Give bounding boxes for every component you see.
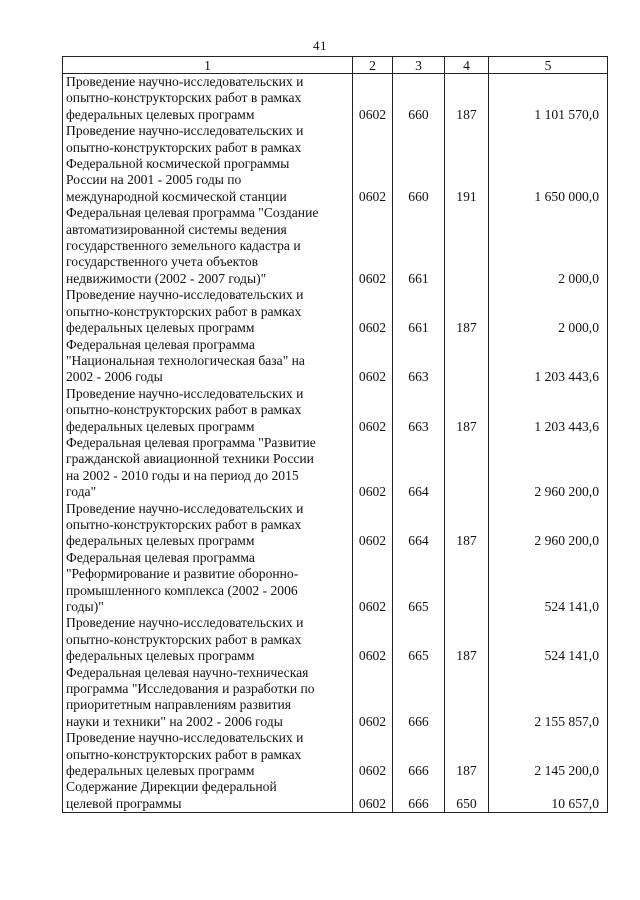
row-name-line: Федеральная целевая программа "Создание	[66, 205, 319, 221]
row-name-line: Федеральная целевая научно-техническая	[66, 664, 309, 680]
budget-table	[62, 56, 608, 813]
row-type-cell: 191	[445, 123, 489, 205]
row-amount-cell: 2 155 857,0	[489, 665, 608, 731]
row-name-line: государственного учета объектов	[66, 254, 259, 270]
row-target-cell: 666	[393, 730, 445, 779]
row-section-cell: 0602	[353, 435, 393, 501]
row-name-line: науки и техники" на 2002 - 2006 годы	[66, 713, 283, 729]
page-number: 41	[313, 38, 327, 53]
row-name-line: года"	[66, 484, 97, 500]
row-name-line: Проведение научно-исследовательских и	[66, 287, 304, 303]
row-name-cell	[63, 435, 353, 501]
row-name-line: опытно-конструкторских работ в рамках	[66, 402, 302, 418]
row-name-line: федеральных целевых программ	[66, 320, 255, 336]
row-amount-cell: 524 141,0	[489, 615, 608, 664]
table-row	[63, 123, 608, 205]
row-target-cell: 660	[393, 123, 445, 205]
row-amount-cell: 2 000,0	[489, 287, 608, 336]
row-amount-cell: 1 203 443,6	[489, 386, 608, 435]
row-name-line: Проведение научно-исследовательских и	[66, 730, 304, 746]
table-row	[63, 205, 608, 287]
table-row	[63, 730, 608, 779]
table-row	[63, 386, 608, 435]
table-row	[63, 74, 608, 124]
row-name-line: приоритетным направлениям развития	[66, 697, 291, 713]
column-header-3: 3	[393, 57, 445, 74]
table-row	[63, 287, 608, 336]
column-header-2: 2	[353, 57, 393, 74]
table-row	[63, 615, 608, 664]
row-name-line: международной космической станции	[66, 188, 287, 204]
row-name-line: федеральных целевых программ	[66, 533, 255, 549]
row-section-cell: 0602	[353, 615, 393, 664]
row-name-line: промышленного комплекса (2002 - 2006	[66, 582, 298, 598]
row-type-cell: 650	[445, 779, 489, 812]
column-header-1: 1	[63, 57, 353, 74]
table-row	[63, 665, 608, 731]
row-target-cell: 660	[393, 74, 445, 124]
row-amount-cell: 1 650 000,0	[489, 123, 608, 205]
row-name-cell	[63, 665, 353, 731]
row-type-cell	[445, 665, 489, 731]
row-name-line: Федеральная целевая программа	[66, 549, 255, 565]
row-target-cell: 661	[393, 205, 445, 287]
row-type-cell	[445, 205, 489, 287]
row-name-cell	[63, 337, 353, 386]
row-name-line: Проведение научно-исследовательских и	[66, 74, 304, 89]
row-section-cell: 0602	[353, 74, 393, 124]
table-row	[63, 550, 608, 616]
row-name-line: на 2002 - 2010 годы и на период до 2015	[66, 467, 299, 483]
row-type-cell	[445, 550, 489, 616]
row-section-cell: 0602	[353, 287, 393, 336]
row-name-cell	[63, 615, 353, 664]
row-name-line: "Национальная технологическая база" на	[66, 352, 305, 368]
row-name-cell	[63, 501, 353, 550]
row-section-cell: 0602	[353, 730, 393, 779]
row-target-cell: 665	[393, 615, 445, 664]
row-name-cell	[63, 287, 353, 336]
row-name-line: программа "Исследования и разработки по	[66, 681, 315, 697]
row-name-line: Проведение научно-исследовательских и	[66, 385, 304, 401]
table-row	[63, 779, 608, 812]
row-amount-cell: 2 145 200,0	[489, 730, 608, 779]
row-name-line: Федеральная целевая программа "Развитие	[66, 434, 316, 450]
row-name-line: федеральных целевых программ	[66, 763, 255, 779]
row-target-cell: 666	[393, 665, 445, 731]
row-section-cell: 0602	[353, 501, 393, 550]
row-name-line: федеральных целевых программ	[66, 648, 255, 664]
row-type-cell: 187	[445, 730, 489, 779]
row-name-line: недвижимости (2002 - 2007 годы)"	[66, 270, 267, 286]
table-row	[63, 435, 608, 501]
row-name-line: Проведение научно-исследовательских и	[66, 123, 304, 139]
row-name-line: опытно-конструкторских работ в рамках	[66, 631, 302, 647]
row-name-line: опытно-конструкторских работ в рамках	[66, 516, 302, 532]
row-amount-cell: 2 960 200,0	[489, 501, 608, 550]
row-section-cell: 0602	[353, 550, 393, 616]
row-amount-cell: 1 101 570,0	[489, 74, 608, 124]
row-type-cell: 187	[445, 501, 489, 550]
row-name-line: опытно-конструкторских работ в рамках	[66, 139, 302, 155]
row-name-line: федеральных целевых программ	[66, 418, 255, 434]
row-section-cell: 0602	[353, 205, 393, 287]
row-target-cell: 661	[393, 287, 445, 336]
row-type-cell: 187	[445, 74, 489, 124]
row-name-line: опытно-конструкторских работ в рамках	[66, 303, 302, 319]
row-name-line: государственного земельного кадастра и	[66, 238, 301, 254]
row-name-cell	[63, 123, 353, 205]
row-target-cell: 664	[393, 501, 445, 550]
row-amount-cell: 1 203 443,6	[489, 337, 608, 386]
row-type-cell: 187	[445, 287, 489, 336]
table-row	[63, 337, 608, 386]
row-name-line: Содержание Дирекции федеральной	[66, 779, 277, 795]
row-name-line: Проведение научно-исследовательских и	[66, 500, 304, 516]
column-header-4: 4	[445, 57, 489, 74]
row-amount-cell: 2 000,0	[489, 205, 608, 287]
row-name-line: автоматизированной системы ведения	[66, 221, 287, 237]
row-amount-cell: 2 960 200,0	[489, 435, 608, 501]
table-header-row	[63, 57, 608, 74]
row-type-cell: 187	[445, 386, 489, 435]
row-type-cell: 187	[445, 615, 489, 664]
row-section-cell: 0602	[353, 779, 393, 812]
row-section-cell: 0602	[353, 665, 393, 731]
row-name-cell	[63, 730, 353, 779]
row-name-line: Проведение научно-исследовательских и	[66, 615, 304, 631]
row-name-cell	[63, 74, 353, 124]
row-name-line: 2002 - 2006 годы	[66, 369, 163, 385]
row-amount-cell: 524 141,0	[489, 550, 608, 616]
row-type-cell	[445, 337, 489, 386]
row-name-line: России на 2001 - 2005 годы по	[66, 172, 242, 188]
row-section-cell: 0602	[353, 123, 393, 205]
row-section-cell: 0602	[353, 337, 393, 386]
row-name-line: Федеральная целевая программа	[66, 336, 255, 352]
row-name-line: годы)"	[66, 599, 104, 614]
row-name-line: целевой программы	[66, 795, 182, 811]
row-target-cell: 665	[393, 550, 445, 616]
row-section-cell: 0602	[353, 386, 393, 435]
table-body	[63, 74, 608, 813]
row-name-cell	[63, 550, 353, 616]
row-name-cell	[63, 205, 353, 287]
row-name-line: опытно-конструкторских работ в рамках	[66, 90, 302, 106]
row-target-cell: 664	[393, 435, 445, 501]
row-name-line: "Реформирование и развитие оборонно-	[66, 566, 299, 582]
row-name-line: федеральных целевых программ	[66, 106, 255, 122]
row-amount-cell: 10 657,0	[489, 779, 608, 812]
row-target-cell: 663	[393, 386, 445, 435]
row-name-line: опытно-конструкторских работ в рамках	[66, 746, 302, 762]
row-name-cell	[63, 386, 353, 435]
row-name-line: Федеральной космической программы	[66, 156, 290, 172]
table-row	[63, 501, 608, 550]
row-target-cell: 663	[393, 337, 445, 386]
row-name-cell	[63, 779, 353, 812]
column-header-5: 5	[489, 57, 608, 74]
row-target-cell: 666	[393, 779, 445, 812]
row-type-cell	[445, 435, 489, 501]
row-name-line: гражданской авиационной техники России	[66, 451, 314, 467]
